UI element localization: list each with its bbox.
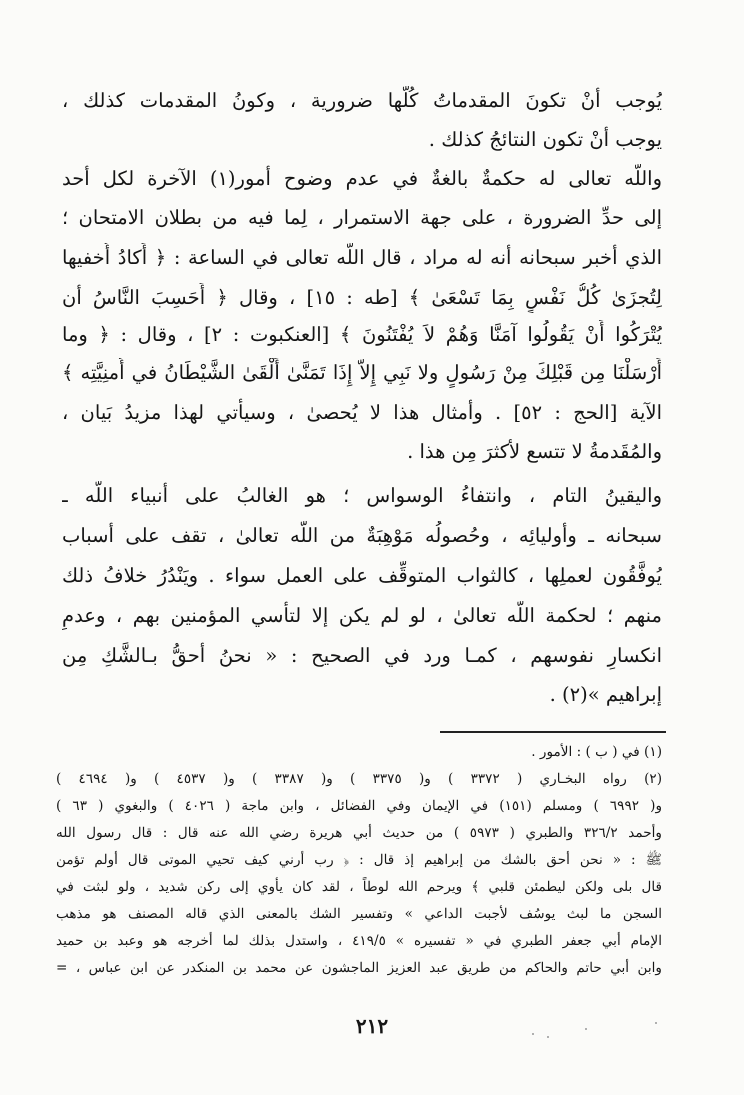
body-line: إبراهيم »(٢) . (549, 683, 662, 706)
body-line: إلى حدِّ الضرورة ، على جهة الاستمرار ، لِما فيه من بطلان الامتحان ؛ (62, 206, 662, 229)
body-line: يُوفَّقُون لعملِها ، كالثواب المتوقِّف على العمل سواء . ويَنْدُرُ خلافُ ذلك (62, 564, 662, 587)
scan-speck (585, 1028, 587, 1030)
footnote-line: الإمام أبي جعفر الطبري في « تفسيره » ٤١٩/٥ ، واستدل بذلك لما أخرجه هو وعبد بن حميد (56, 933, 662, 949)
footnote-line: وأحمد ٣٢٦/٢ والطبري ( ٥٩٧٣ ) من حديث أبي هريرة رضي الله عنه قال : قال رسول الله (56, 825, 662, 841)
body-line: أَرْسَلْنَا مِن قَبْلِكَ مِنْ رَسُولٍ ولا نَبِي إِلاّ إِذَا تَمَنَّىٰ أَلْقَىٰ الشَّيْطَانُ في أُمنِيَّتِه ﴾ (62, 361, 662, 384)
body-line: لِتُجزَىٰ كُلُّ نَفْسٍ بِمَا تَسْعَىٰ ﴾ [طه : ١٥] ، وقال ﴿ أَحَسِبَ النَّاسُ أن (62, 286, 662, 309)
body-line: الذي أخبر سبحانه أنه له مراد ، قال اللّه تعالى في الساعة : ﴿ أَكادُ أُخفيها (62, 246, 662, 269)
body-line: سبحانه ـ وأوليائِه ، وحُصولُه مَوْهِبَةٌ من اللّه تعالىٰ ، تقف على أسباب (62, 524, 662, 547)
footnote-line: وابن أبي حاتم والحاكم من طريق عبد العزيز الماجشون عن محمد بن المنكدر عن ابن عباس ، = (56, 960, 662, 976)
body-line: منهم ؛ لحكمة اللّه تعالىٰ ، لو لم يكن إلا لتأسي المؤمنين بهم ، وعدمِ (62, 604, 662, 627)
footnote-line: (١) في ( ب ) : الأمور . (531, 744, 662, 760)
body-line: يُتْرَكُوا أَنْ يَقُولُوا آمَنَّا وَهُمْ لاَ يُفْتَنُونَ ﴾ [العنكبوت : ٢] ، وقال : ﴿ وما (62, 323, 662, 346)
body-line: يوجب أنْ تكون النتائجُ كذلك . (428, 128, 662, 151)
body-line: واللّه تعالى له حكمةٌ بالغةٌ في عدم وضوح أمور(١) الآخرة لكل أحد (62, 167, 662, 190)
scan-speck (655, 1022, 657, 1024)
footnote-line: السجن ما لبث يوسُف لأجبت الداعي » وتفسير الشك بالمعنى الذي قاله المصنف هو مذهب (56, 906, 662, 922)
footnote-separator (440, 731, 666, 733)
page-number: ٢١٢ (355, 1014, 389, 1038)
body-line: الآية [الحج : ٥٢] . وأمثال هذا لا يُحصىٰ ، وسيأتي لهذا مزيدُ بَيان ، (62, 401, 662, 424)
scan-speck (547, 1036, 549, 1038)
scan-speck (532, 1033, 534, 1035)
body-line: يُوجب أنْ تكونَ المقدماتُ كُلُّها ضرورية ، وكونُ المقدمات كذلك ، (62, 89, 662, 112)
body-line: والمُقَدمةُ لا تتسع لأكثرَ مِن هذا . (407, 440, 662, 463)
footnote-line: (٢) رواه البخـاري ( ٣٣٧٢ ) و( ٣٣٧٥ ) و( ٣٣٨٧ ) و( ٤٥٣٧ ) و( ٤٦٩٤ ) (56, 771, 662, 787)
body-line: واليقينُ التام ، وانتفاءُ الوسواس ؛ هو الغالبُ على أنبياء اللّه ـ (62, 484, 662, 507)
footnote-line: قال بلى ولكن ليطمئن قلبي ﴾ ويرحم الله لوطاً ، لقد كان يأوي إلى ركن شديد ، ولو لبثت في (56, 879, 662, 895)
footnote-line: ﷺ : « نحن أحق بالشك من إبراهيم إذ قال : ﴿ رب أرني كيف تحيي الموتى قال أولم تؤمن (56, 852, 662, 868)
footnote-line: و( ٦٩٩٢ ) ومسلم (١٥١) في الإيمان وفي الفضائل ، وابن ماجة ( ٤٠٢٦ ) والبغوي ( ٦٣ ) (56, 798, 662, 814)
body-line: انكسارِ نفوسهم ، كمـا ورد في الصحيح : « نحنُ أحقُّ بـالشَّكِ مِن (62, 644, 662, 667)
